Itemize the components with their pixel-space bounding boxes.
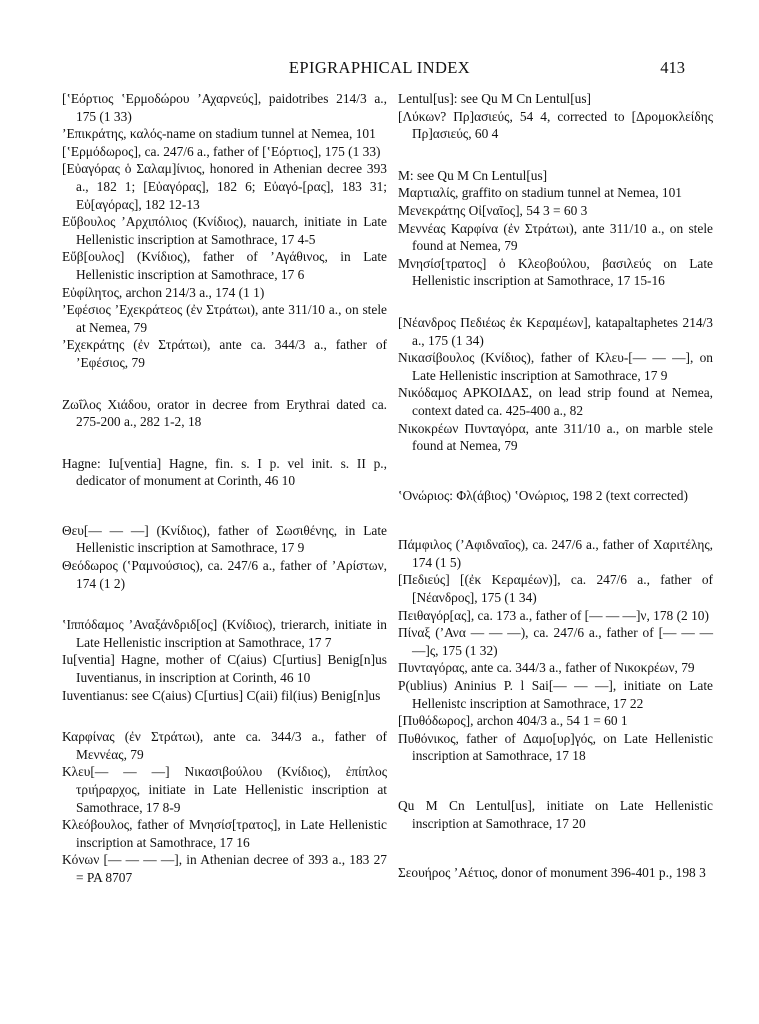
- index-entry: [Πυθόδωρος], archon 404/3 a., 54 1 = 60 1: [398, 713, 628, 729]
- index-entry: Εὔβουλος ʼΑρχιπόλιος (Κνίδιος), nauarch, initiate in Late Hellenistic inscription at Samothrace, 17 4-5: [62, 214, 387, 247]
- index-entry: Πάμφιλος (ʼΑφιδναῖος), ca. 247/6 a., father of Χαριτέλης, 174 (1 5): [398, 537, 713, 570]
- index-entry: Θευ[— — —] (Κνίδιος), father of Σωσιθένης, in Late Hellenistic inscription at Samothrace, 17 9: [62, 522, 387, 556]
- left-index-column: [62, 90, 387, 887]
- index-entry: Iuventianus: see C(aius) C[urtius] C(aii) fil(ius) Benig[n]us: [62, 687, 381, 703]
- index-entry: ʼΕφέσιος ʼΕχεκράτεος (ἐν Στράτωι), ante 311/10 a., on stele at Nemea, 79: [62, 302, 387, 335]
- index-entry: ʼΕχεκράτης (ἐν Στράτωι), ante ca. 344/3 a., father of ʼΕφέσιος, 79: [62, 337, 387, 370]
- index-entry: ʽΟνώριος: Φλ(άβιος) ʽΟνώριος, 198 2 (text corrected): [398, 487, 688, 503]
- index-entry: Qu M Cn Lentul[us], initiate on Late Hellenistic inscription at Samothrace, 17 20: [398, 798, 713, 831]
- index-entry: Iu[ventia] Hagne, mother of C(aius) C[urtius] Benig[n]us Iuventianus, in inscription at Corinth, 46 10: [62, 652, 387, 686]
- index-entry: Πυνταγόρας, ante ca. 344/3 a., father of Νικοκρέων, 79: [398, 660, 695, 676]
- index-entry: Νικασίβουλος (Κνίδιος), father of Κλευ-[— — —], on Late Hellenistic inscription at Samothrace, 17 9: [398, 350, 713, 383]
- index-entry: M: see Qu M Cn Lentul[us]: [398, 167, 548, 183]
- index-entry: Θεόδωρος (ʽΡαμνούσιος), ca. 247/6 a., father of ʼΑρίστων, 174 (1 2): [62, 558, 387, 591]
- index-entry: Κλευ[— — —] Νικασιβούλου (Κνίδιος), ἐπίπλος τριήραρχος, initiate in Late Hellenistic inscription at Samothrace, 17 8-9: [62, 764, 387, 815]
- index-entry: [ʽΕρμόδωρος], ca. 247/6 a., father of [ʽΕόρτιος], 175 (1 33): [62, 143, 381, 159]
- index-entry: [Εὐαγόρας ὁ Σαλαμ]ίνιος, honored in Athenian decree 393 a., 182 1; [Εὐαγόρας], 182 6; Εὐαγό-[ρας], 183 31; Εὐ[αγόρας], 182 12-13: [62, 161, 387, 212]
- index-entry: ʼΕπικράτης, καλός-name on stadium tunnel at Nemea, 101: [62, 126, 376, 142]
- page-number: 413: [660, 58, 685, 77]
- index-entry: Πυθόνικος, father of Δαμο[υρ]γός, on Late Hellenistic inscription at Samothrace, 17 18: [398, 730, 713, 764]
- index-entry: Μενεκράτης Οἰ[ναῖος], 54 3 = 60 3: [398, 202, 588, 218]
- index-entry: Νικόδαμος ΑΡΚΟΙΔΑΣ, on lead strip found at Nemea, context dated ca. 425-400 a., 82: [398, 385, 713, 418]
- index-entry: Εὔβ[ουλος] (Κνίδιος), father of ʼΑγάθινος, in Late Hellenistic inscription at Samothrace, 17 6: [62, 249, 387, 282]
- index-entry: Ζωΐλος Χιάδου, orator in decree from Erythrai dated ca. 275-200 a., 282 1-2, 18: [62, 396, 387, 430]
- index-entry: [Νέανδρος Πεδιέως ἐκ Κεραμέων], katapaltaphetes 214/3 a., 175 (1 34): [398, 314, 713, 348]
- index-entry: Κλεόβουλος, father of Μνησίσ[τρατος], in Late Hellenistic inscription at Samothrace, 17 16: [62, 817, 387, 850]
- index-entry: Εὐφίλητος, archon 214/3 a., 174 (1 1): [62, 284, 265, 300]
- index-entry: Μνησίσ[τρατος] ὁ Κλεοβούλου, βασιλεύς on Late Hellenistic inscription at Samothrace, 17 15-16: [398, 255, 713, 289]
- index-entry: Lentul[us]: see Qu M Cn Lentul[us]: [398, 91, 592, 106]
- index-entry: [Λύκων? Πρ]ασιεύς, 54 4, corrected to [Δρομοκλείδης Πρ]ασιεύς, 60 4: [398, 108, 713, 142]
- right-index-column: [398, 90, 713, 882]
- page-title: EPIGRAPHICAL INDEX: [288, 58, 471, 77]
- index-entry: Πειθαγόρ[ας], ca. 173 a., father of [— — —]ν, 178 (2 10): [398, 607, 709, 623]
- index-entry: Μαρτιαλίς, graffito on stadium tunnel at Nemea, 101: [398, 185, 682, 201]
- index-entry: [Πεδιεύς] [(ἐκ Κεραμέων)], ca. 247/6 a., father of [Νέανδρος], 175 (1 34): [398, 572, 713, 606]
- index-entry: P(ublius) Aninius P. l Sai[— — —], initiate on Late Hellenistc inscription at Samothrace, 17 22: [398, 678, 713, 711]
- index-entry: Νικοκρέων Πυνταγόρα, ante 311/10 a., on marble stele found at Nemea, 79: [398, 420, 713, 454]
- index-entry: Καρφίνας (ἐν Στράτωι), ante ca. 344/3 a., father of Μεννέας, 79: [62, 729, 387, 762]
- index-entry: Πίναξ (ʼΑνα — — —), ca. 247/6 a., father of [— — — —]ς, 175 (1 32): [398, 625, 713, 658]
- index-entry: Σεουήρος ʼΑέτιος, donor of monument 396-401 p., 198 3: [398, 865, 706, 881]
- index-entry: Κόνων [— — — —], in Athenian decree of 393 a., 183 27 = PA 8707: [62, 852, 387, 885]
- page-header: [0, 58, 759, 82]
- index-entry: ʽΙππόδαμος ʼΑναξάνδριδ[ος] (Κνίδιος), trierarch, initiate in Late Hellenistic inscription at Samothrace, 17 7: [62, 617, 387, 650]
- index-entry: Hagne: Iu[ventia] Hagne, fin. s. I p. vel init. s. II p., dedicator of monument at Corinth, 46 10: [62, 455, 387, 489]
- index-entry: [ʽΕόρτιος ʽΕρμοδώρου ʼΑχαρνεύς], paidotribes 214/3 a., 175 (1 33): [62, 91, 387, 124]
- index-entry: Μεννέας Καρφίνα (ἐν Στράτωι), ante 311/10 a., on stele found at Nemea, 79: [398, 220, 713, 254]
